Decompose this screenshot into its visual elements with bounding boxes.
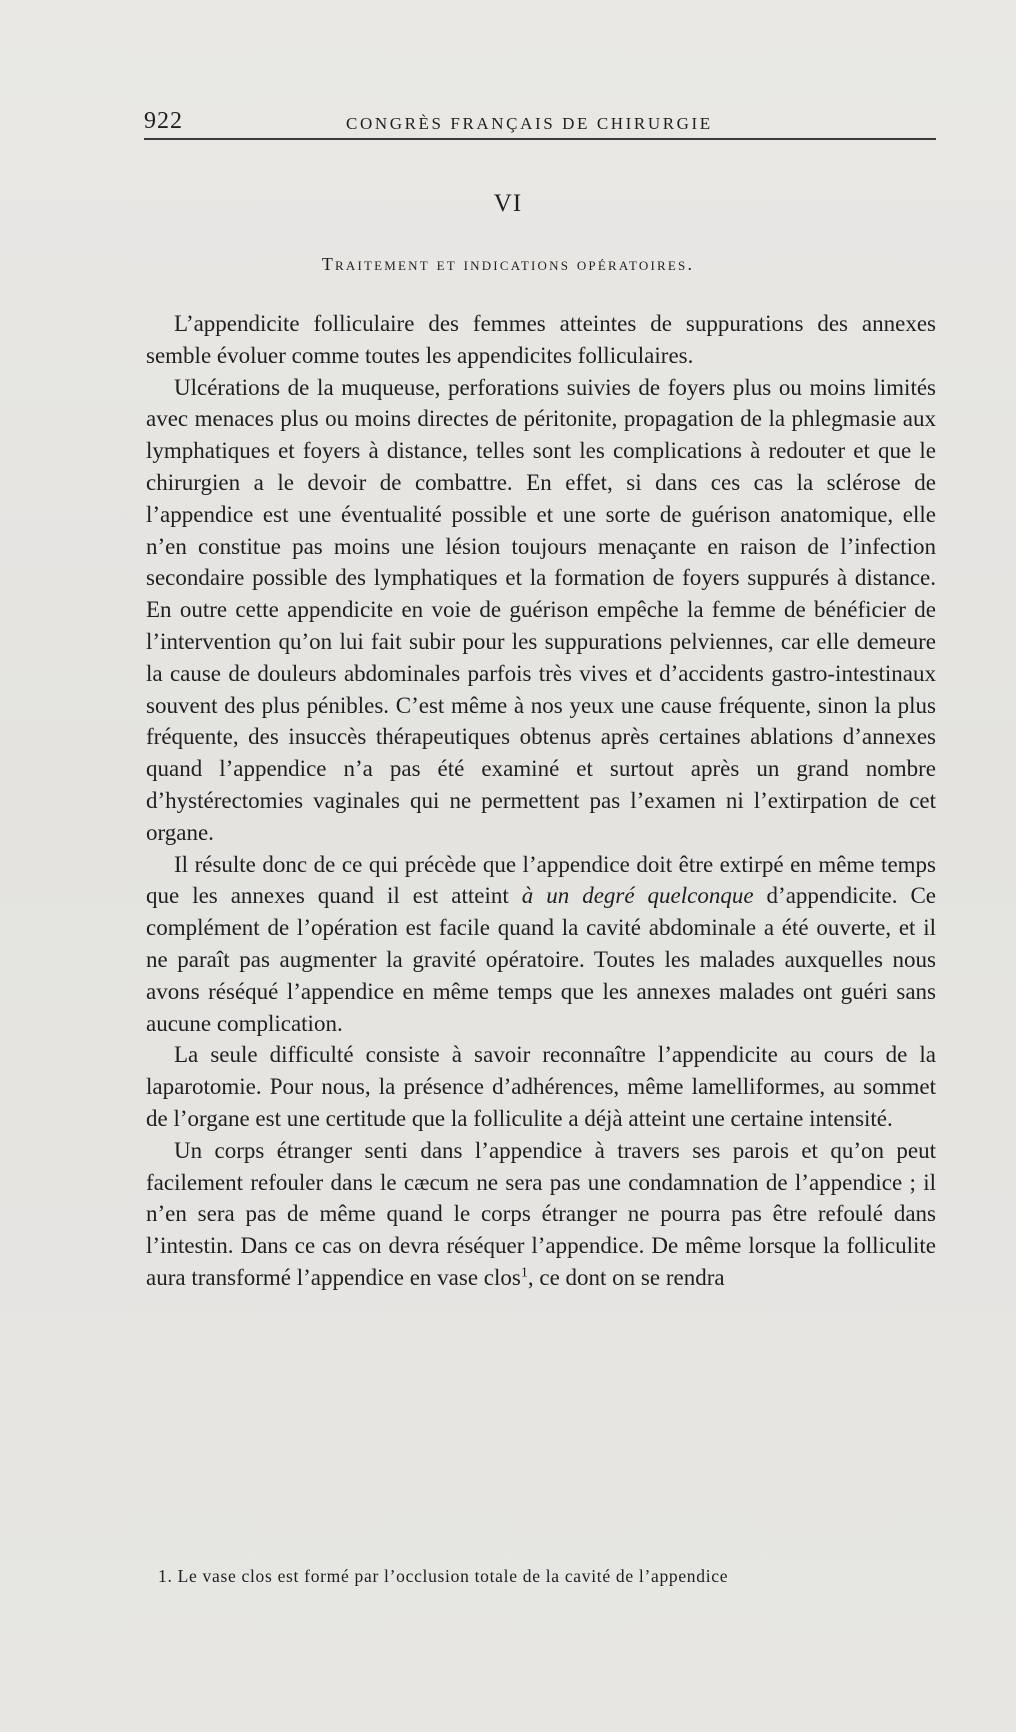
paragraph: Ulcérations de la muqueuse, perforations suivies de foyers plus ou moins limités avec menaces plus ou moins directes de péritonite, propagation de la phlegmasie aux lymphatiques et foyers à distance, telles sont les complications à redouter et que le chirurgien a le devoir de combattre. En effet, si dans ces cas la sclérose de l’appendice est une éventualité possible et une sorte de guérison anatomique, elle n’en constitue pas moins une lésion toujours menaçante en raison de l’infection secondaire possible des lymphatiques et la formation de foyers suppurés à distance. En outre cette appendicite en voie de guérison empêche la femme de bénéficier de l’intervention qu’on lui fait subir pour les suppurations pelviennes, car elle demeure la cause de douleurs abdominales parfois très vives et d’accidents gastro-intestinaux souvent des plus pénibles. C’est même à nos yeux une cause fréquente, sinon la plus fréquente, des insuccès thérapeutiques obtenus après certaines ablations d’annexes quand l’appendice n’a pas été examiné et surtout après un grand nombre d’hystérectomies vaginales qui ne permettent pas l’examen ni l’extirpation de cet organe. (146, 374, 936, 845)
page-number: 922 (144, 108, 183, 134)
emphasized-text: à un degré quelconque (521, 883, 754, 909)
paragraph-text: Un corps étranger senti dans l’appendice à travers ses parois et qu’on peut facilement refouler dans le cæcum ne sera pas une condamnation de l’appendice ; il n’en sera pas de même quand le corps étranger ne pourra pas être refoulé dans l’intestin. Dans ce cas on devra réséquer l’appendice. De même lorsque la folliculite aura transformé l’appendice en vase clos (146, 1137, 936, 1290)
footnote: 1. Le vase clos est formé par l’occlusion totale de la cavité de l’appendice (158, 1566, 729, 1586)
paragraph: La seule difficulté consiste à savoir reconnaître l’appendicite au cours de la laparotomie. Pour nous, la présence d’adhérences, même lamelliformes, au sommet de l’organe est une certitude que la folliculite a déjà atteint une certaine intensité. (146, 1042, 936, 1131)
paragraph-text: Il résulte donc de ce qui précède que l’appendice doit être extirpé en même temps que les annexes quand il est atteint (146, 851, 936, 909)
paragraph (146, 1135, 936, 1294)
section-title: Traitement et indications opératoires. (321, 254, 695, 274)
body-text (146, 308, 936, 1294)
footnote-reference: 1 (520, 1265, 528, 1281)
section-number: VI (493, 190, 523, 217)
running-title: CONGRÈS FRANÇAIS DE CHIRURGIE (346, 114, 713, 133)
page-header (144, 108, 936, 140)
paragraph: L’appendicite folliculaire des femmes atteintes de suppurations des annexes semble évoluer comme toutes les appendicites folliculaires. (146, 311, 936, 368)
paragraph (146, 849, 936, 1040)
paragraph-text: , ce dont on se rendra (527, 1264, 725, 1290)
paragraph-text: d’appendicite. Ce complément de l’opération est facile quand la cavité abdominale a été ouverte, et il ne paraît pas augmenter la gravité opératoire. Toutes les malades auxquelles nous avons réséqué l’appendice en même temps que les annexes malades ont guéri sans aucune complication. (146, 883, 937, 1036)
